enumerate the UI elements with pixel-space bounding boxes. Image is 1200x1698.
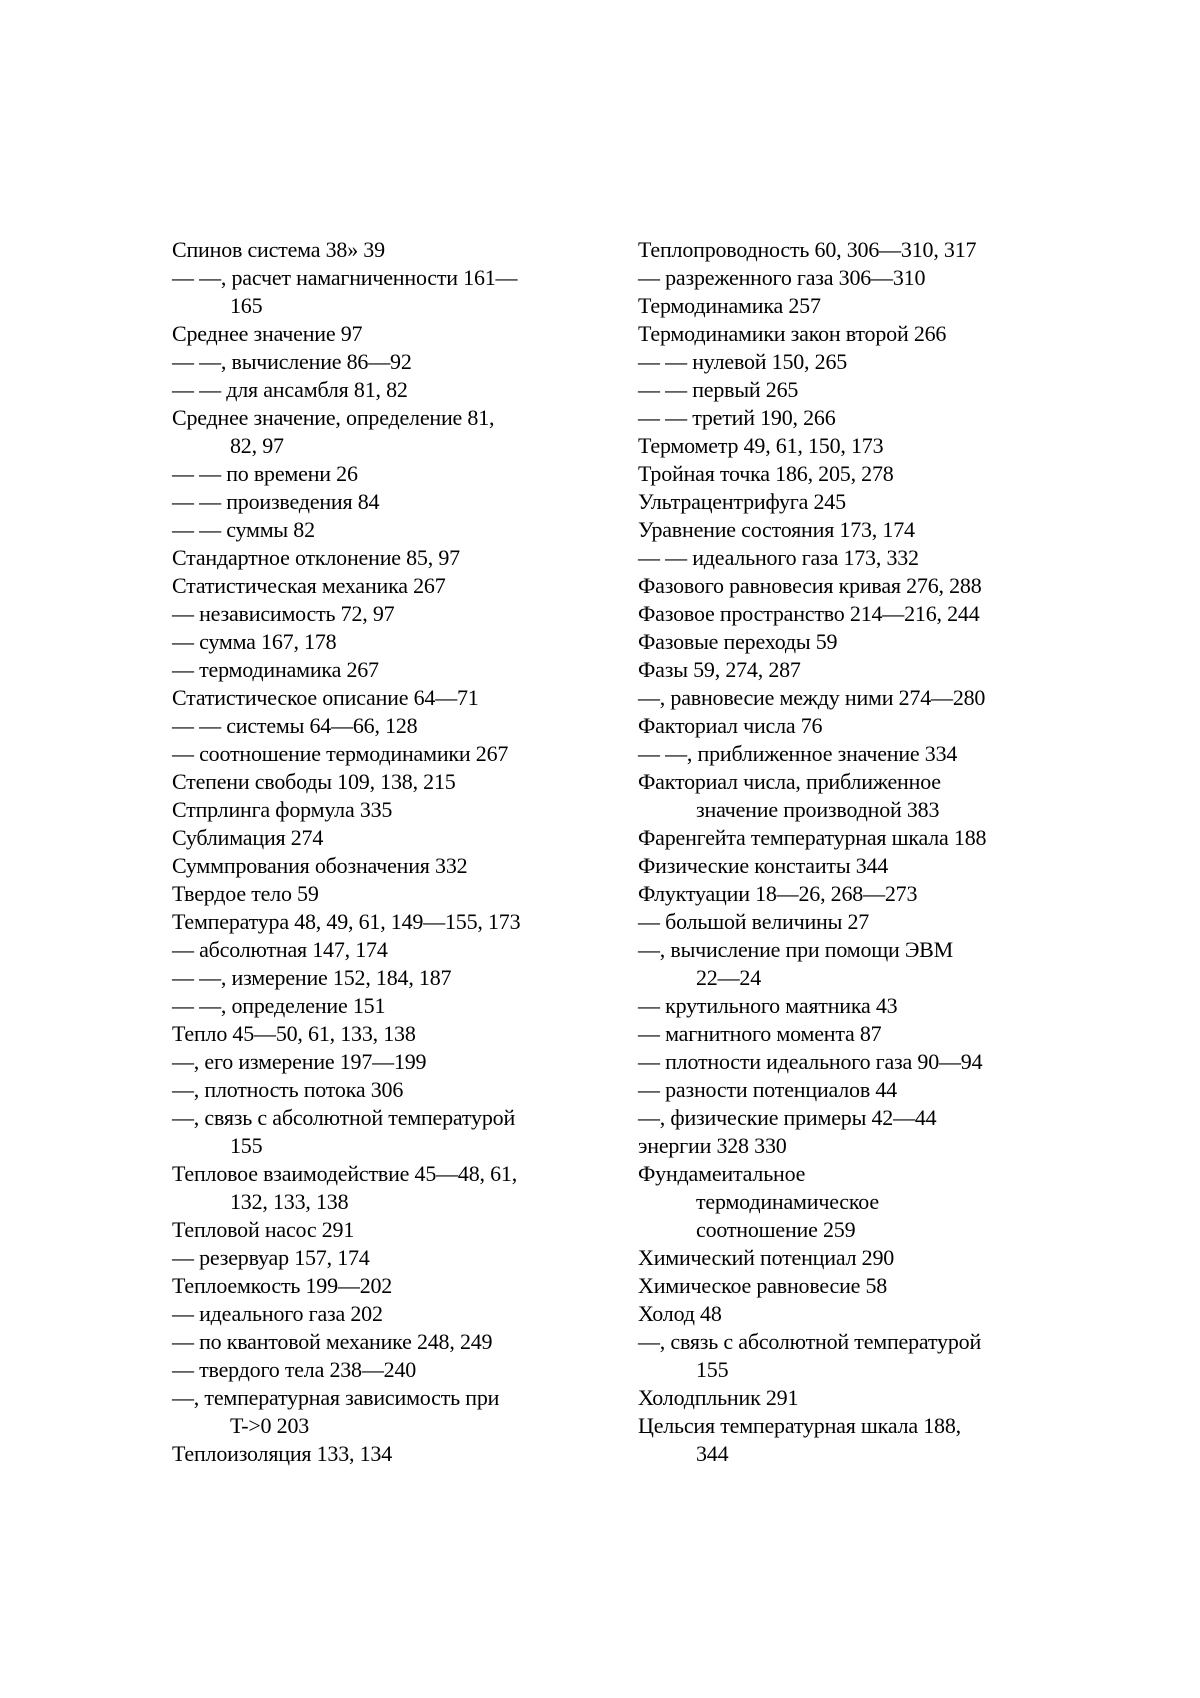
index-entry: Среднее значение 97 [172, 321, 363, 346]
index-entry: — по квантовой механике 248, 249 [172, 1329, 493, 1354]
index-entry: — соотношение термодинамики 267 [172, 741, 509, 766]
index-entry: — — системы 64—66, 128 [172, 713, 418, 738]
index-entry: —, физические примеры 42—44 [638, 1105, 937, 1130]
index-entry: — — для ансамбля 81, 82 [172, 377, 408, 402]
index-entry: энергии 328 330 [638, 1133, 787, 1158]
index-entry: Фазы 59, 274, 287 [638, 657, 801, 682]
index-entry: Среднее значение, определение 81, [172, 405, 495, 430]
index-entry: — — третий 190, 266 [638, 405, 836, 430]
index-entry: — независимость 72, 97 [172, 601, 395, 626]
index-entry: — крутильного маятника 43 [638, 993, 898, 1018]
index-entry: Фазового равновесия кривая 276, 288 [638, 573, 982, 598]
index-entry-continuation: 132, 133, 138 [230, 1189, 349, 1214]
index-entry: — разности потенциалов 44 [638, 1077, 897, 1102]
index-entry: — —, измерение 152, 184, 187 [172, 965, 452, 990]
index-entry: — сумма 167, 178 [172, 629, 337, 654]
index-entry: — —, расчет намагниченности 161— [172, 265, 518, 290]
index-entry: Холод 48 [638, 1301, 722, 1326]
index-entry: Флуктуации 18—26, 268—273 [638, 881, 918, 906]
index-entry: —, равновесие между ними 274—280 [638, 685, 986, 710]
index-entry: Химическое равновесие 58 [638, 1273, 888, 1298]
index-entry: —, связь с абсолютной температурой [638, 1329, 982, 1354]
index-entry: Цельсия температурная шкала 188, [638, 1413, 961, 1438]
index-entry: — — первый 265 [638, 377, 799, 402]
index-entry: — абсолютная 147, 174 [172, 937, 388, 962]
index-entry: Теплоемкость 199—202 [172, 1273, 393, 1298]
index-entry: — — нулевой 150, 265 [638, 349, 848, 374]
index-entry: Тепловое взаимодействие 45—48, 61, [172, 1161, 518, 1186]
index-entry: Фазовое пространство 214—216, 244 [638, 601, 980, 626]
index-entry: — термодинамика 267 [172, 657, 379, 682]
index-entry: Ультрацентрифуга 245 [638, 489, 846, 514]
index-entry: Температура 48, 49, 61, 149—155, 173 [172, 909, 521, 934]
index-entry: Стандартное отклонение 85, 97 [172, 545, 460, 570]
index-column-right [638, 236, 1068, 1468]
index-entry: Статистическое описание 64—71 [172, 685, 479, 710]
index-entry: Фундамеитальное [638, 1161, 806, 1186]
index-entry: Тройная точка 186, 205, 278 [638, 461, 894, 486]
index-entry: Теплоизоляция 133, 134 [172, 1441, 393, 1466]
index-entry: Термометр 49, 61, 150, 173 [638, 433, 884, 458]
index-entry: Термодинамики закон второй 266 [638, 321, 947, 346]
index-entry: — —, приближенное значение 334 [638, 741, 958, 766]
index-entry: Факториал числа 76 [638, 713, 823, 738]
index-column-left [172, 236, 602, 1468]
index-entry: — — произведения 84 [172, 489, 380, 514]
index-entry: Сублимация 274 [172, 825, 324, 850]
index-entry: — магнитного момента 87 [638, 1021, 882, 1046]
index-entry: — — суммы 82 [172, 517, 315, 542]
index-entry: — разреженного газа 306—310 [638, 265, 926, 290]
index-entry: Тепло 45—50, 61, 133, 138 [172, 1021, 416, 1046]
index-entry: — —, определение 151 [172, 993, 386, 1018]
index-entry: — идеального газа 202 [172, 1301, 383, 1326]
index-entry: — —, вычисление 86—92 [172, 349, 412, 374]
index-entry-continuation: 82, 97 [230, 433, 284, 458]
index-entry: Тепловой насос 291 [172, 1217, 355, 1242]
index-entry: Фаренгейта температурная шкала 188 [638, 825, 987, 850]
index-entry-continuation: 22—24 [696, 965, 762, 990]
index-entry: —, плотность потока 306 [172, 1077, 404, 1102]
index-entry: —, вычисление при помощи ЭВМ [638, 937, 954, 962]
index-entry-continuation: соотношение 259 [696, 1217, 856, 1242]
index-entry: Холодпльник 291 [638, 1385, 799, 1410]
index-entry: —, связь с абсолютной температурой [172, 1105, 516, 1130]
index-entry: Спинов система 38» 39 [172, 237, 385, 262]
index-entry: — твердого тела 238—240 [172, 1357, 417, 1382]
index-entry-continuation: термодинамическое [696, 1189, 879, 1214]
index-entry: Твердое тело 59 [172, 881, 319, 906]
index-entry: Фазовые переходы 59 [638, 629, 838, 654]
index-entry: Суммпрования обозначения 332 [172, 853, 468, 878]
index-entry-continuation: значение производной 383 [696, 797, 940, 822]
index-entry-continuation: 155 [230, 1133, 263, 1158]
index-entry: — — идеального газа 173, 332 [638, 545, 919, 570]
index-entry: Физические констаиты 344 [638, 853, 889, 878]
index-entry: Статистическая механика 267 [172, 573, 446, 598]
index-entry: — резервуар 157, 174 [172, 1245, 370, 1270]
index-entry: Химический потенциал 290 [638, 1245, 895, 1270]
index-entry: Стпрлинга формула 335 [172, 797, 393, 822]
index-entry: Термодинамика 257 [638, 293, 821, 318]
index-entry: —, его измерение 197—199 [172, 1049, 427, 1074]
index-entry: Уравнение состояния 173, 174 [638, 517, 915, 542]
index-entry: —, температурная зависимость при [172, 1385, 500, 1410]
index-entry-continuation: 155 [696, 1357, 729, 1382]
index-entry-continuation: 344 [696, 1441, 729, 1466]
index-entry: Степени свободы 109, 138, 215 [172, 769, 456, 794]
index-entry: Факториал числа, приближенное [638, 769, 941, 794]
index-entry-continuation: 165 [230, 293, 263, 318]
index-entry-continuation: T->0 203 [230, 1413, 310, 1438]
index-entry: — плотности идеального газа 90—94 [638, 1049, 983, 1074]
index-entry: — большой величины 27 [638, 909, 870, 934]
index-entry: Теплопроводность 60, 306—310, 317 [638, 237, 977, 262]
index-entry: — — по времени 26 [172, 461, 358, 486]
